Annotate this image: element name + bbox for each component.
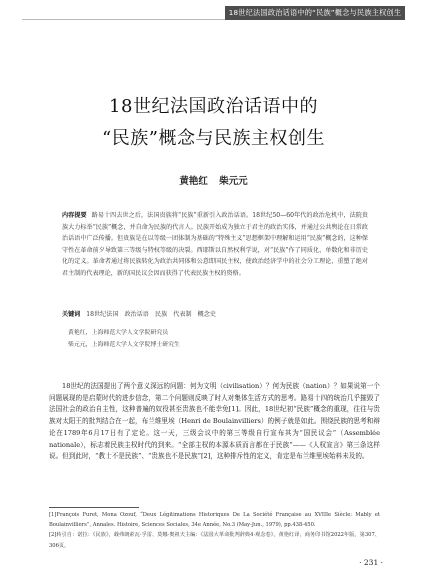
footnote: [1]François Furet, Mona Ozouf, “Deux Légitimations Historiques De La Société Française au XVIIIe Siècle: Mably et Boulainvilliers”, Annales. Histoire, Sciences Sociales, 34e Année, No.3 (May-Jun., 1979), pp.438-450.: [49, 512, 380, 529]
author-bio: 柴元元，上海师范大学人文学院博士研究生: [68, 342, 180, 348]
authors: 黄艳红 柴元元: [179, 176, 248, 187]
footnotes: [49, 510, 380, 551]
article-title-line-1: 18世纪法国政治话语中的: [109, 96, 318, 117]
header-rule: [22, 19, 225, 20]
abstract: [62, 210, 368, 280]
page-number: · 231 ·: [359, 558, 383, 567]
abstract-text: 路易十四去世之后，法国贵族将“民族”重新引入政治话语。18世纪50—60年代的政治危机中，法院贵族大力标举“民族”概念，并自命为民族的代言人。民族开始成为独立于君主的政治实体，并通过公共舆论在日常政治话语中广泛传播。但贵族是在以等级一团体制为基础的“特殊主义”思想框架中理解和运用“民族”概念的，这种保守性在革命前夕导致第三等级与特权等级的决裂。西耶斯以自然权利学说，对“民族”作了同质化、单数化和非历史化的定义。革命者通过将民族转化为政治共同体和公意即国民主权，使政治经济学中的社会分工理论，重塑了绝对君主制的代表理论，新的国民议会因而获得了代表民族主权的资格。: [62, 212, 368, 277]
running-header: [0, 0, 427, 22]
author-bio: 黄艳红，上海师范大学人文学院研究员: [68, 330, 169, 336]
footnote-rule: [49, 507, 139, 508]
keywords-text: 18世纪法国 政治话语 民族 代表制 概念史: [86, 311, 216, 318]
running-title: 18世纪法国政治话语中的“民族”概念与民族主权创生: [225, 6, 405, 20]
keywords-label: 关键词: [62, 311, 81, 318]
keywords: [62, 309, 368, 321]
author-bios: [68, 327, 368, 351]
abstract-label: 内容提要: [62, 212, 87, 219]
footnote: [2]转引自：诺拉：《民族》，载弗朗索瓦·孚雷、莫娜·奥祖夫主编：《法国大革命批判辞典4·观念卷》，黄艳红译，商务印书馆2022年版，第307、306页。: [49, 532, 380, 549]
body-paragraph: 18世纪的法国提出了两个意义深远的问题：何为文明（civilisation）？何为民族（nation）？如果说第一个问题展现的是启蒙时代的进步信念，第二个问题则反映了时人对集体生活方式的思考。路易十四的统治几乎摧毁了法国社会的政治自主性，这种普遍的奴役甚至贵族也不能幸免[1]。因此，18世纪初“民族”概念的重现，往往与贵族对太阳王的批判结合在一起，布兰维里埃（Henri de Boulainvilliers）的例子就是如此。围绕民族的思考和辩论在1789年6月17日有了定论。这一天，三级会议中的第三等级自行宣布其为“国民议会”（Assemblée nationale），标志着民族主权时代的到来。“全部主权的本源本质而言都在于民族”——《人权宣言》第三条这样说。但到此时，“教士不是民族”、“贵族也不是民族”[2]，这种排斥性的定义，肯定是布兰维里埃始料未及的。: [49, 382, 380, 461]
article-title-line-2: “民族”概念与民族主权创生: [102, 128, 325, 149]
